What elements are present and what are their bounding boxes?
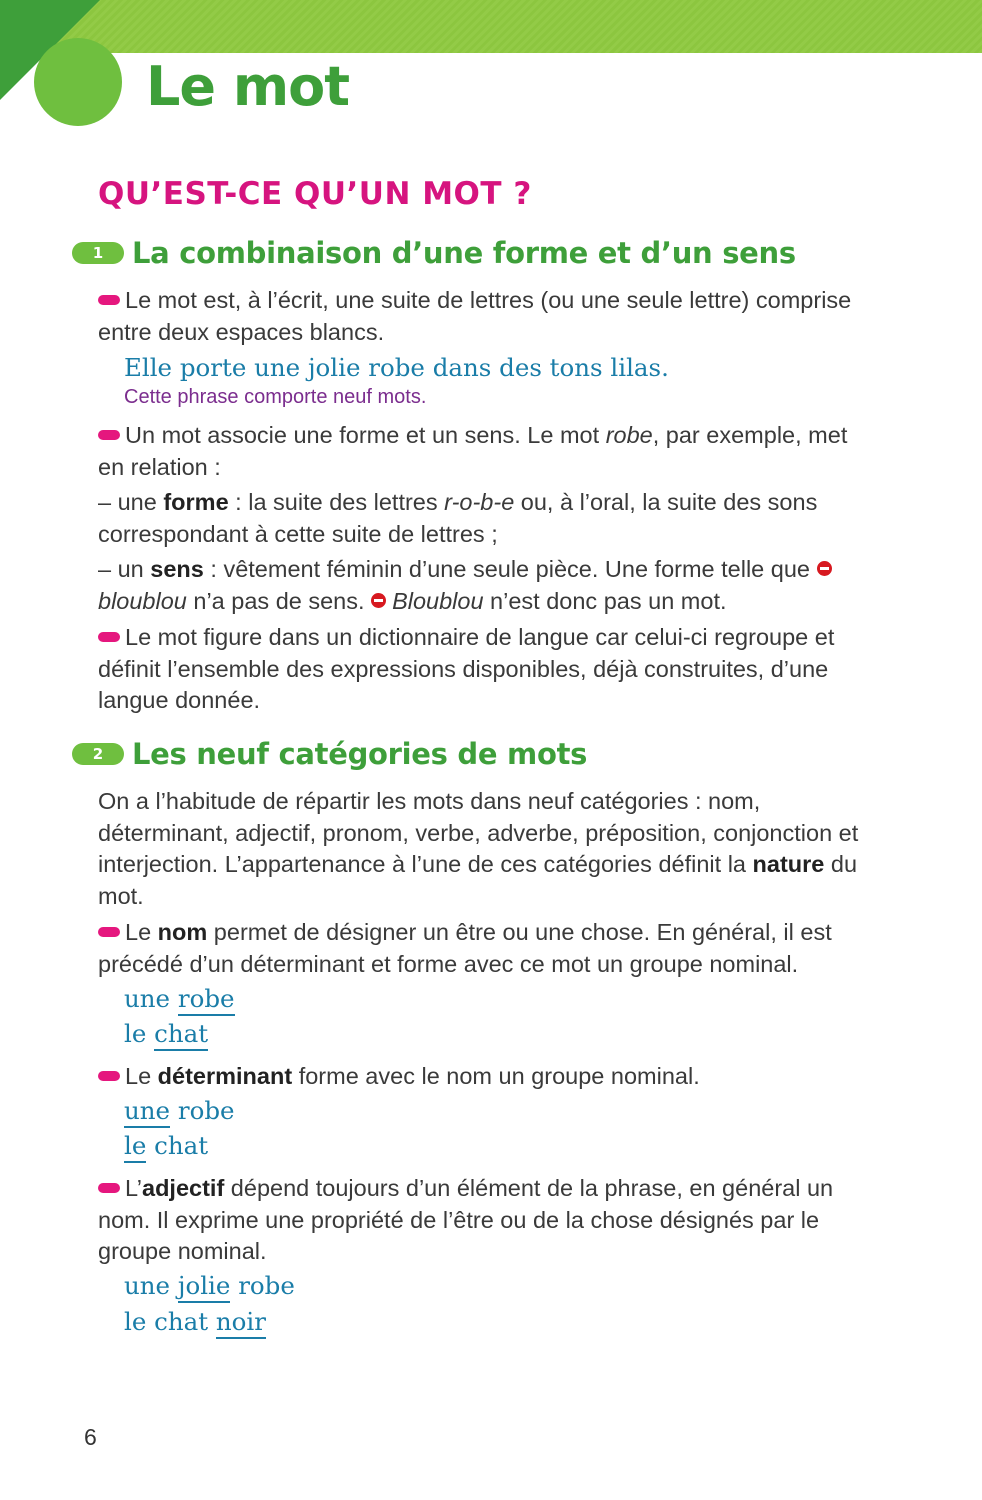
page-title: Le mot	[146, 55, 350, 118]
bullet-icon	[98, 1071, 120, 1081]
example-le-chat: le chat	[124, 1022, 208, 1047]
page-number: 6	[84, 1424, 97, 1450]
bullet-icon	[98, 430, 120, 440]
example-sentence: Elle porte une jolie robe dans des tons lilas.	[124, 353, 669, 382]
subheading-number-badge: 2	[72, 743, 124, 765]
example-une-robe: une robe	[124, 987, 235, 1012]
title-circle-decoration	[34, 38, 122, 126]
example-le-chat-det: le chat	[124, 1134, 208, 1159]
bullet-icon	[98, 295, 120, 305]
subheading-title: Les neuf catégories de mots	[132, 737, 588, 771]
paragraph-adjectif: L’adjectif dépend toujours d’un élément de la phrase, en général un nom. Il exprime une propriété de l’être ou de la chose désignés par le groupe nominal.	[98, 1175, 834, 1264]
example-le-chat-noir: le chat noir	[124, 1310, 266, 1335]
paragraph-determinant: Le déterminant forme avec le nom un groupe nominal.	[98, 1061, 878, 1093]
subheading-number-badge: 1	[72, 242, 124, 264]
paragraph-dictionary: Le mot figure dans un dictionnaire de langue car celui-ci regroupe et définit l’ensemble des expressions disponibles, déjà construites, d’une langue donnée.	[98, 624, 835, 713]
subheading-2	[72, 737, 587, 771]
header-banner	[0, 0, 982, 53]
paragraph-word-definition: Le mot est, à l’écrit, une suite de lettres (ou une seule lettre) comprise entre deux espaces blancs.	[98, 287, 852, 345]
paragraph-sense: – un sens : vêtement féminin d’une seule pièce. Une forme telle que bloublou n’a pas de sens. Bloublou n’est donc pas un mot.	[98, 554, 878, 617]
no-entry-icon	[817, 561, 832, 576]
example-note: Cette phrase comporte neuf mots.	[124, 386, 427, 408]
no-entry-icon	[371, 593, 386, 608]
bullet-icon	[98, 927, 120, 937]
bullet-icon	[98, 632, 120, 642]
bullet-icon	[98, 1183, 120, 1193]
paragraph-form-and-sense: Un mot associe une forme et un sens. Le mot robe, par exemple, met en relation :	[98, 422, 848, 480]
subheading-title: La combinaison d’une forme et d’un sens	[132, 236, 796, 270]
example-une-robe-det: une robe	[124, 1099, 235, 1124]
paragraph-nom: Le nom permet de désigner un être ou une chose. En général, il est précédé d’un déterminant et forme avec ce mot un groupe nominal.	[98, 919, 832, 977]
paragraph-form: – une forme : la suite des lettres r-o-b-e ou, à l’oral, la suite des sons correspondant à cette suite de lettres ;	[98, 489, 818, 547]
subheading-1	[72, 236, 796, 270]
section-heading: QU’EST-CE QU’UN MOT ?	[98, 176, 532, 212]
example-une-jolie-robe: une jolie robe	[124, 1274, 295, 1299]
paragraph-categories: On a l’habitude de répartir les mots dans neuf catégories : nom, déterminant, adjectif, pronom, verbe, adverbe, préposition, conjonction et interjection. L’appartenance à l’une de ces catégories définit la nature du mot.	[98, 788, 859, 909]
